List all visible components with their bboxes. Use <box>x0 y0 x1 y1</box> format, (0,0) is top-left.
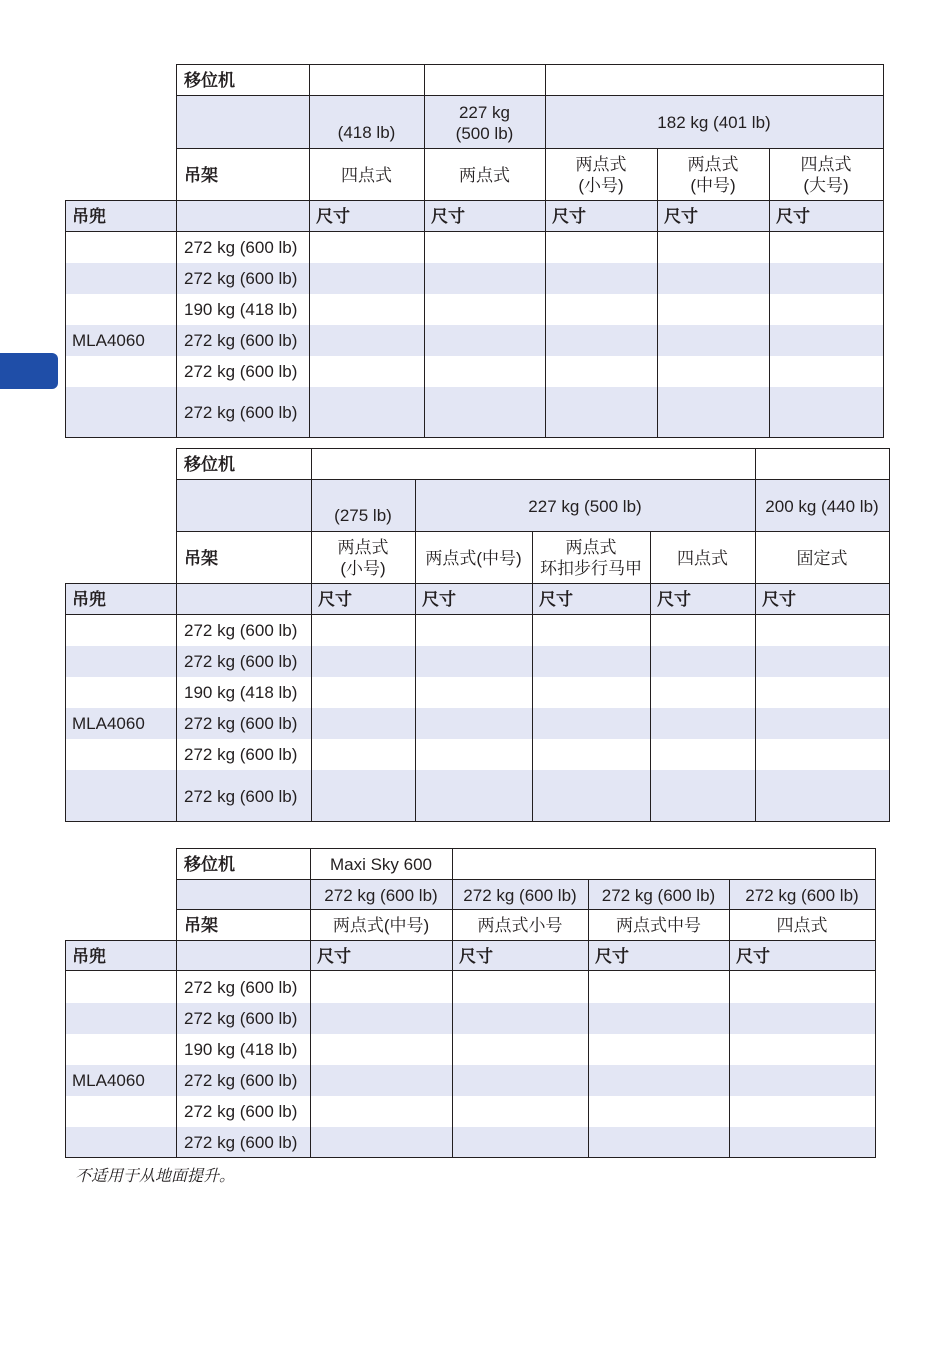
spreader-type: 四点式 <box>677 548 728 568</box>
footnote: 不适用于从地面提升。 <box>75 1168 236 1185</box>
spreader-type: 两点式中号 <box>616 916 701 935</box>
lift-name <box>424 65 545 96</box>
lift-load: (418 lb) <box>337 123 396 142</box>
spreader-type: 两点式 <box>459 165 510 185</box>
spreader-label: 吊架 <box>184 165 218 185</box>
sling-load: 272 kg (600 lb) <box>184 652 298 671</box>
size-header: 尺寸 <box>459 946 493 966</box>
size-header: 尺寸 <box>422 590 456 609</box>
lift-name <box>311 449 755 480</box>
size-header: 尺寸 <box>595 946 629 966</box>
lift-load: 227 kg (500 lb) <box>528 496 642 516</box>
size-header: 尺寸 <box>664 207 698 226</box>
sling-load: 272 kg (600 lb) <box>184 714 298 733</box>
spreader-type: 四点式 (大号) <box>800 155 852 195</box>
lift-label: 移位机 <box>184 455 235 474</box>
spreader-type: 两点式 (小号) <box>337 538 389 578</box>
lift-load: (275 lb) <box>334 506 392 525</box>
sling-load: 272 kg (600 lb) <box>184 786 298 806</box>
size-header: 尺寸 <box>317 946 351 966</box>
lift-load: 182 kg (401 lb) <box>657 113 771 132</box>
size-header: 尺寸 <box>762 590 796 609</box>
spreader-type: 两点式 (中号) <box>687 155 739 195</box>
sling-model: MLA4060 <box>72 714 145 733</box>
sling-load: 272 kg (600 lb) <box>184 362 298 381</box>
lift-load: 272 kg (600 lb) <box>324 885 438 905</box>
spreader-type: 两点式 环扣步行马甲 <box>540 538 642 578</box>
spreader-type: 四点式 <box>776 916 828 935</box>
spreader-label: 吊架 <box>184 548 218 568</box>
sling-load: 272 kg (600 lb) <box>184 1133 298 1152</box>
sling-load: 272 kg (600 lb) <box>184 269 298 288</box>
sling-load: 272 kg (600 lb) <box>184 1102 298 1121</box>
sling-label: 吊兜 <box>72 207 106 226</box>
sling-load: 272 kg (600 lb) <box>184 331 298 350</box>
sling-load: 272 kg (600 lb) <box>184 621 298 640</box>
sling-load: 272 kg (600 lb) <box>184 238 298 257</box>
sling-load: 272 kg (600 lb) <box>184 1009 298 1028</box>
size-header: 尺寸 <box>539 590 573 609</box>
spreader-label: 吊架 <box>184 916 218 935</box>
sling-load: 272 kg (600 lb) <box>184 745 298 764</box>
lift-load: 272 kg (600 lb) <box>601 885 716 905</box>
size-header: 尺寸 <box>776 207 810 226</box>
lift-load: 272 kg (600 lb) <box>463 885 577 905</box>
sling-label: 吊兜 <box>72 946 106 966</box>
sling-model: MLA4060 <box>72 331 145 350</box>
spreader-type: 两点式(中号) <box>425 548 522 568</box>
sling-load: 272 kg (600 lb) <box>184 403 298 422</box>
size-header: 尺寸 <box>431 207 465 226</box>
spreader-type: 两点式 (小号) <box>575 155 627 195</box>
lift-load: 272 kg (600 lb) <box>745 885 859 905</box>
size-header: 尺寸 <box>552 207 586 226</box>
sling-load: 272 kg (600 lb) <box>184 1071 298 1090</box>
size-header: 尺寸 <box>316 207 350 226</box>
lift-name <box>755 449 889 480</box>
lift-name: Maxi Sky 600 <box>329 855 433 874</box>
lift-label: 移位机 <box>184 71 235 90</box>
lift-name <box>452 849 875 880</box>
lift-load: 200 kg (440 lb) <box>765 496 879 516</box>
size-header: 尺寸 <box>657 590 691 609</box>
sling-model: MLA4060 <box>72 1071 145 1090</box>
spreader-type: 两点式小号 <box>477 916 563 935</box>
spreader-type: 四点式 <box>341 165 392 185</box>
size-header: 尺寸 <box>736 946 770 966</box>
spreader-type: 固定式 <box>796 548 848 568</box>
sling-load: 190 kg (418 lb) <box>184 1040 298 1059</box>
sling-load: 190 kg (418 lb) <box>184 683 298 702</box>
lift-name <box>545 65 883 96</box>
lift-name <box>309 65 424 96</box>
spreader-type: 两点式(中号) <box>332 916 430 935</box>
size-header: 尺寸 <box>318 590 352 609</box>
lift-label: 移位机 <box>184 855 235 874</box>
sling-load: 190 kg (418 lb) <box>184 300 298 319</box>
lift-load: 227 kg (500 lb) <box>455 102 514 143</box>
sling-load: 272 kg (600 lb) <box>184 978 298 997</box>
sling-label: 吊兜 <box>72 590 106 609</box>
section-tab <box>0 353 58 389</box>
